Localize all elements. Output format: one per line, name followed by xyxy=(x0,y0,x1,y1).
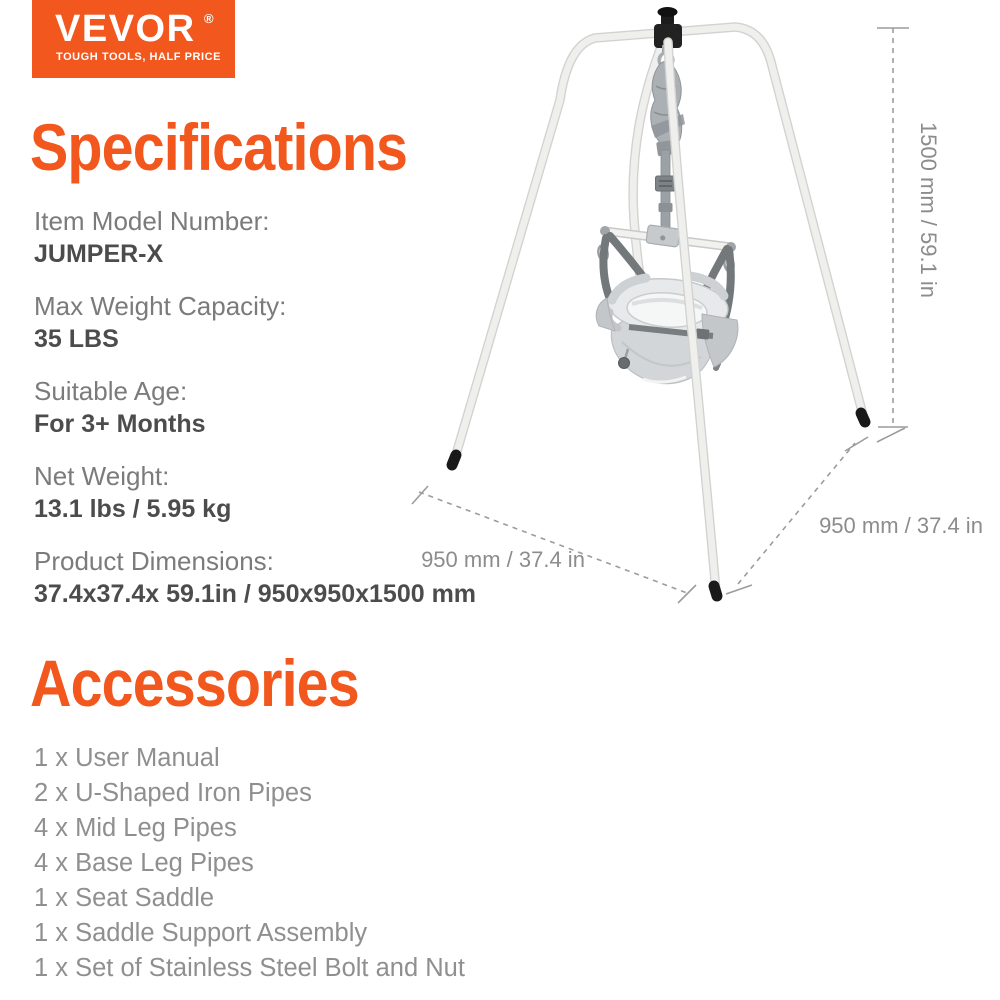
front-foot-cap xyxy=(714,586,717,596)
dimension-label-base-left: 950 mm / 37.4 in xyxy=(421,547,585,572)
right-foot-cap xyxy=(861,413,865,422)
spec-value: 13.1 lbs / 5.95 kg xyxy=(34,495,232,523)
spec-label: Suitable Age: xyxy=(34,376,188,406)
accessory-item: 4 x Mid Leg Pipes xyxy=(34,814,237,842)
accessory-item: 2 x U-Shaped Iron Pipes xyxy=(34,779,312,807)
vevor-logo-text: VEVOR xyxy=(55,8,196,50)
left-foot-cap xyxy=(452,455,456,465)
dimension-label-height: 1500 mm / 59.1 in xyxy=(916,121,941,299)
spec-value: For 3+ Months xyxy=(34,410,206,438)
vevor-tagline: TOUGH TOOLS, HALF PRICE xyxy=(56,51,222,63)
accessory-item: 4 x Base Leg Pipes xyxy=(34,849,254,877)
spec-value: 37.4x37.4x 59.1in / 950x950x1500 mm xyxy=(34,580,477,608)
seat-knob xyxy=(619,358,630,369)
spec-label: Product Dimensions: xyxy=(34,546,274,576)
dimension-label-base-right: 950 mm / 37.4 in xyxy=(819,513,983,538)
accessory-item: 1 x Saddle Support Assembly xyxy=(34,919,368,947)
spec-value: 35 LBS xyxy=(34,325,119,353)
specifications-heading: Specifications xyxy=(30,110,408,184)
spec-label: Net Weight: xyxy=(34,461,170,491)
accessory-item: 1 x Seat Saddle xyxy=(34,884,215,912)
left-base-dimension-line xyxy=(419,492,687,593)
registered-trademark-symbol: ® xyxy=(204,11,214,26)
spec-label: Max Weight Capacity: xyxy=(34,291,287,321)
accessory-item: 1 x User Manual xyxy=(34,744,220,772)
accessories-heading: Accessories xyxy=(30,646,359,720)
spec-label: Item Model Number: xyxy=(34,206,270,236)
spec-value: JUMPER-X xyxy=(34,240,164,268)
center-hub xyxy=(646,225,680,247)
accessory-item: 1 x Set of Stainless Steel Bolt and Nut xyxy=(34,954,465,982)
